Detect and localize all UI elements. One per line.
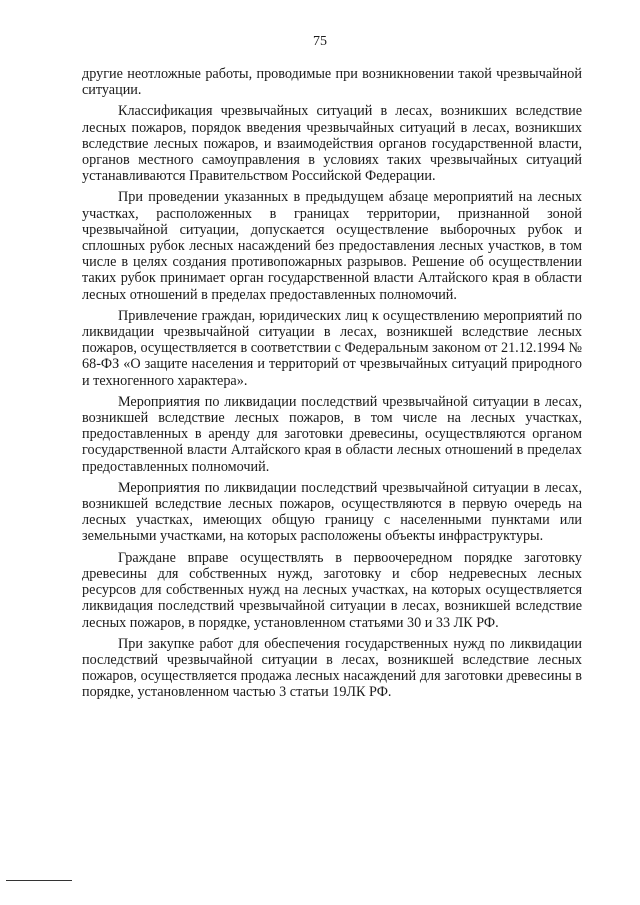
paragraph-aftermath-measures: Мероприятия по ликвидации последствий чрезвычайной ситуации в лесах, возникшей вследствие лесных пожаров, в том числе на лесных участках, предоставленных в аренду для заготовки древесины, осуществляются органом государственной власти Алтайского края в области лесных отношений в пределах предоставленных полномочий. [82,393,582,475]
paragraph-citizen-rights: Граждане вправе осуществлять в первоочередном порядке заготовку древесины для собственных нужд, заготовку и сбор недревесных лесных ресурсов для собственных нужд на лесных участках, на которых осуществляется ликвидация последствий чрезвычайной ситуации в лесах, возникшей вследствие лесных пожаров, в порядке, установленном статьями 30 и 33 ЛК РФ. [82,549,582,631]
paragraph-citizen-involvement: Привлечение граждан, юридических лиц к осуществлению мероприятий по ликвидации чрезвычайной ситуации в лесах, возникшей вследствие лесных пожаров, осуществляется в соответствии с Федеральным законом от 21.12.1994 № 68-ФЗ «О защите населения и территорий от чрезвычайных ситуаций природного и техногенного характера». [82,307,582,389]
footnote-rule [6,880,72,881]
page-number: 75 [313,34,327,49]
paragraph-logging-permission: При проведении указанных в предыдущем абзаце мероприятий на лесных участках, расположенных в границах территории, признанной зоной чрезвычайной ситуации, допускается осуществление выборочных рубок и сплошных рубок лесных насаждений без предоставления лесных участков, в том числе в целях создания противопожарных разрывов. Решение об осуществлении таких рубок принимает орган государственной власти Алтайского края в области лесных отношений в пределах предоставленных полномочий. [82,189,582,303]
paragraph-procurement: При закупке работ для обеспечения государственных нужд по ликвидации последствий чрезвычайной ситуации в лесах, возникшей вследствие лесных пожаров, осуществляется продажа лесных насаждений для заготовки древесины в порядке, установленном частью 3 статьи 19ЛК РФ. [82,635,582,701]
paragraph-continuation: другие неотложные работы, проводимые при возникновении такой чрезвычайной ситуации. [82,66,582,99]
paragraph-priority-areas: Мероприятия по ликвидации последствий чрезвычайной ситуации в лесах, возникшей вследствие лесных пожаров, осуществляются в первую очередь на лесных участках, имеющих общую границу с населенными пунктами или земельными участками, на которых расположены объекты инфраструктуры. [82,479,582,545]
document-body [82,66,582,706]
paragraph-emergency-classification: Классификация чрезвычайных ситуаций в лесах, возникших вследствие лесных пожаров, порядок введения чрезвычайных ситуаций в лесах, возникших вследствие лесных пожаров, и взаимодействия органов государственной власти, органов местного самоуправления в условиях таких чрезвычайных ситуаций устанавливаются Правительством Российской Федерации. [82,103,582,185]
